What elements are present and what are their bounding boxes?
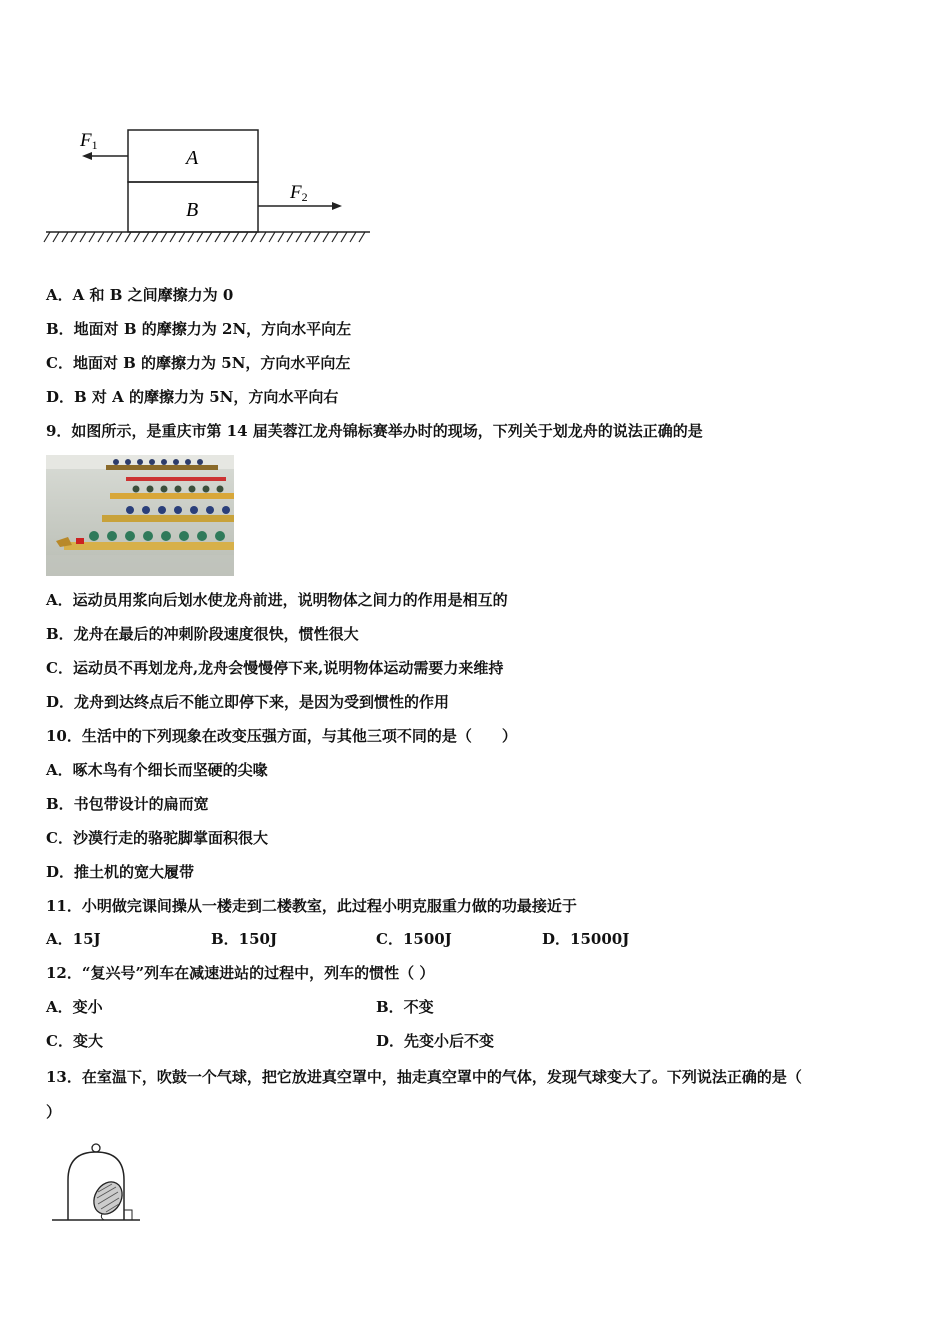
ground-hatch-mark xyxy=(242,232,248,242)
q9-stem: 9．如图所示，是重庆市第 14 届芙蓉江龙舟锦标赛举办时的现场，下列关于划龙舟的说法正确的是 xyxy=(46,422,703,440)
ground-hatch-mark xyxy=(359,232,365,242)
q13-stem-line2: ） xyxy=(46,1103,62,1121)
q9-option-d: D．龙舟到达终点后不能立即停下来，是因为受到惯性的作用 xyxy=(46,693,450,711)
ground-hatch-mark xyxy=(80,232,86,242)
ground-hatch-mark xyxy=(215,232,221,242)
ground-hatch-mark xyxy=(116,232,122,242)
ground-hatch-mark xyxy=(224,232,230,242)
ground-hatch-mark xyxy=(350,232,356,242)
q11-option-d: D．15000J xyxy=(542,930,630,948)
q9-option-c: C．运动员不再划龙舟,龙舟会慢慢停下来,说明物体运动需要力来维持 xyxy=(46,659,504,677)
f1-arrowhead xyxy=(82,152,92,160)
f1-label: F1 xyxy=(80,130,98,152)
ground-hatch-mark xyxy=(53,232,59,242)
ground-hatch-mark xyxy=(44,232,50,242)
ground-hatch-mark xyxy=(314,232,320,242)
ground-hatch-mark xyxy=(125,232,131,242)
q12-stem: 12．“复兴号”列车在减速进站的过程中，列车的惯性（ ） xyxy=(46,964,435,982)
ground-hatch-mark xyxy=(296,232,302,242)
ground-hatch-mark xyxy=(71,232,77,242)
q8-option-b: B．地面对 B 的摩擦力为 2N，方向水平向左 xyxy=(46,320,352,338)
q8-option-a: A．A 和 B 之间摩擦力为 0 xyxy=(46,286,234,304)
q11-option-c: C．1500J xyxy=(376,930,452,948)
force-diagram xyxy=(40,118,380,248)
q11-option-a: A．15J xyxy=(46,930,101,948)
ground-hatch xyxy=(44,232,365,242)
q8-option-d: D．B 对 A 的摩擦力为 5N，方向水平向右 xyxy=(46,388,339,406)
q12-option-b: B．不变 xyxy=(376,998,434,1016)
balloon-string xyxy=(101,1214,104,1220)
q10-stem: 10．生活中的下列现象在改变压强方面，与其他三项不同的是（ ） xyxy=(46,727,517,745)
ground-hatch-mark xyxy=(143,232,149,242)
ground-hatch-mark xyxy=(332,232,338,242)
ground-hatch-mark xyxy=(89,232,95,242)
ground-hatch-mark xyxy=(62,232,68,242)
q11-option-b: B．150J xyxy=(211,930,278,948)
q9-option-b: B．龙舟在最后的冲刺阶段速度很快，惯性很大 xyxy=(46,625,359,643)
q10-option-d: D．推土机的宽大履带 xyxy=(46,863,195,881)
ground-hatch-mark xyxy=(188,232,194,242)
ground-hatch-mark xyxy=(206,232,212,242)
q10-option-a: A．啄木鸟有个细长而坚硬的尖喙 xyxy=(46,761,268,779)
dragon-boat-photo xyxy=(46,455,234,576)
q12-option-c: C．变大 xyxy=(46,1032,103,1050)
pump-outlet xyxy=(124,1210,132,1220)
q13-stem-line1: 13．在室温下，吹鼓一个气球，把它放进真空罩中，抽走真空罩中的气体，发现气球变大了。下列说法正确的是（ xyxy=(46,1068,802,1086)
ground-hatch-mark xyxy=(260,232,266,242)
ground-hatch-mark xyxy=(278,232,284,242)
ground-hatch-mark xyxy=(305,232,311,242)
q8-option-c: C．地面对 B 的摩擦力为 5N，方向水平向左 xyxy=(46,354,351,372)
ground-hatch-mark xyxy=(233,232,239,242)
q10-option-c: C．沙漠行走的骆驼脚掌面积很大 xyxy=(46,829,268,847)
ground-hatch-mark xyxy=(341,232,347,242)
ground-hatch-mark xyxy=(107,232,113,242)
ground-hatch-mark xyxy=(170,232,176,242)
ground-hatch-mark xyxy=(152,232,158,242)
q12-option-a: A．变小 xyxy=(46,998,103,1016)
ground-hatch-mark xyxy=(251,232,257,242)
block-a-label: A xyxy=(186,147,199,169)
q10-option-b: B．书包带设计的扁而宽 xyxy=(46,795,209,813)
ground-hatch-mark xyxy=(161,232,167,242)
ground-hatch-mark xyxy=(287,232,293,242)
ground-hatch-mark xyxy=(179,232,185,242)
ground-hatch-mark xyxy=(323,232,329,242)
q11-stem: 11．小明做完课间操从一楼走到二楼教室，此过程小明克服重力做的功最接近于 xyxy=(46,897,577,915)
ground-hatch-mark xyxy=(134,232,140,242)
block-b-label: B xyxy=(186,199,199,221)
ground-hatch-mark xyxy=(269,232,275,242)
f2-arrowhead xyxy=(332,202,342,210)
vacuum-bell-jar-figure xyxy=(50,1140,150,1226)
ground-hatch-mark xyxy=(98,232,104,242)
f2-label: F2 xyxy=(290,182,308,204)
q9-option-a: A．运动员用浆向后划水使龙舟前进，说明物体之间力的作用是相互的 xyxy=(46,591,508,609)
q12-option-d: D．先变小后不变 xyxy=(376,1032,495,1050)
ground-hatch-mark xyxy=(197,232,203,242)
jar-knob xyxy=(92,1144,100,1152)
